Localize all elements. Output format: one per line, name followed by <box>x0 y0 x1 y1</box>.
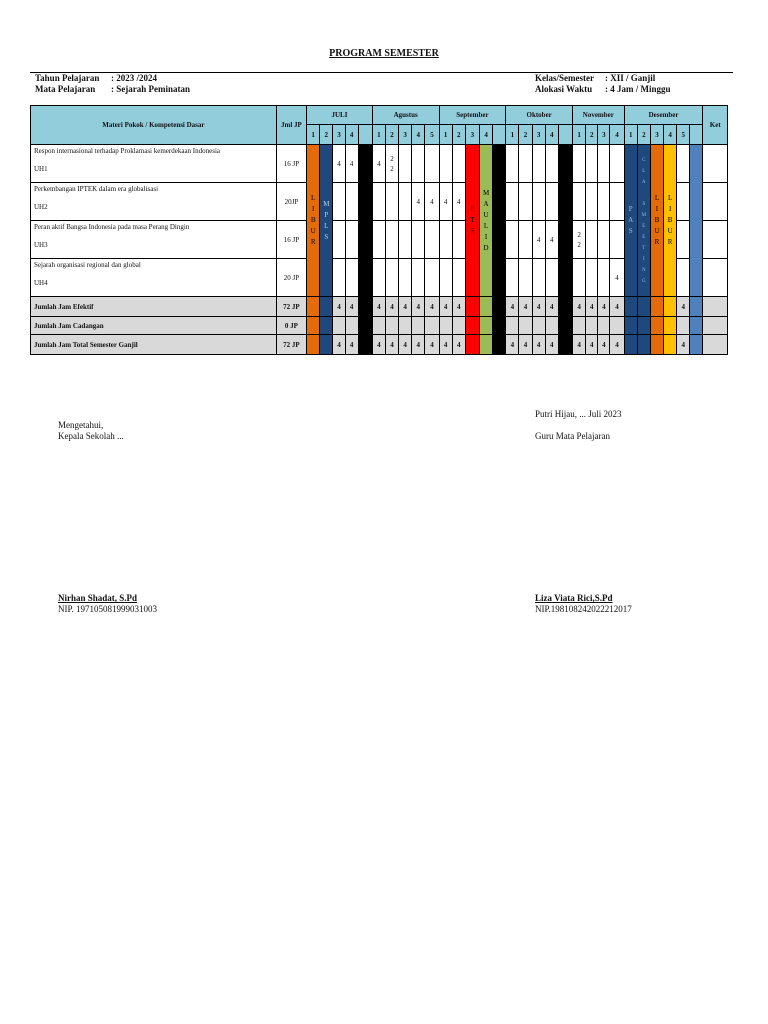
sum-value-cell <box>690 317 703 335</box>
sum-label: Jumlah Jam Cadangan <box>31 317 277 335</box>
sum-value-cell: 4 <box>573 297 586 317</box>
maulid-column <box>480 145 493 297</box>
sum-value-cell: 4 <box>610 297 624 317</box>
value-cell <box>586 145 598 183</box>
value-cell <box>345 221 358 259</box>
header-week: 4 <box>545 125 558 145</box>
sum-value-cell <box>465 335 479 355</box>
sum-value-cell: 4 <box>586 297 598 317</box>
sum-value-cell: 4 <box>333 297 345 317</box>
break-column <box>493 145 506 297</box>
sum-value-cell: 4 <box>532 335 545 355</box>
sum-value-cell: 4 <box>545 297 558 317</box>
sum-value-cell <box>465 297 479 317</box>
header-month-3: Oktober <box>506 106 573 125</box>
value-cell <box>372 259 385 297</box>
header-week: 3 <box>532 125 545 145</box>
sum-value-cell: 4 <box>345 297 358 317</box>
value-cell <box>519 183 532 221</box>
header-week: 3 <box>650 125 663 145</box>
sum-value-cell: 4 <box>598 297 610 317</box>
guru-name-text: Liza Viata Rici,S.Pd <box>535 593 613 603</box>
header-month-4: November <box>573 106 625 125</box>
break-column <box>690 145 703 297</box>
value-cell <box>452 259 465 297</box>
value-cell: 4 <box>333 145 345 183</box>
ket-cell <box>703 297 728 317</box>
header-week <box>493 125 506 145</box>
value-cell <box>586 221 598 259</box>
alokasi-value: : 4 Jam / Minggu <box>605 84 671 94</box>
sum-value-cell <box>493 297 506 317</box>
sum-value-cell <box>690 335 703 355</box>
sum-value-cell <box>493 317 506 335</box>
header-week: 1 <box>624 125 637 145</box>
value-cell <box>439 221 452 259</box>
sum-value-cell <box>493 335 506 355</box>
value-cell <box>573 183 586 221</box>
value-cell <box>573 145 586 183</box>
sum-value-cell <box>425 317 439 335</box>
sum-value-cell <box>610 317 624 335</box>
sum-value-cell <box>677 317 690 335</box>
info-left <box>35 73 190 95</box>
sum-value-cell <box>320 297 333 317</box>
mpls-column <box>320 145 333 297</box>
sum-value-cell <box>532 317 545 335</box>
sum-value-cell <box>650 335 663 355</box>
program-semester-table <box>30 105 728 355</box>
sum-value-cell <box>412 317 425 335</box>
value-cell <box>385 183 398 221</box>
sum-value-cell <box>333 317 345 335</box>
sum-value-cell <box>385 317 398 335</box>
header-week: 2 <box>385 125 398 145</box>
header-week: 4 <box>610 125 624 145</box>
value-cell <box>586 183 598 221</box>
ket-cell <box>703 259 728 297</box>
materi-cell <box>31 221 277 259</box>
sum-value-cell <box>465 317 479 335</box>
header-week: 4 <box>345 125 358 145</box>
header-week <box>690 125 703 145</box>
value-cell <box>610 145 624 183</box>
sum-value-cell <box>372 317 385 335</box>
value-cell <box>506 259 519 297</box>
value-cell <box>532 183 545 221</box>
sum-value-cell <box>637 335 650 355</box>
sum-value-cell <box>573 317 586 335</box>
value-cell <box>677 221 690 259</box>
sum-value-cell: 4 <box>439 335 452 355</box>
pts-label: P T S <box>470 205 475 235</box>
value-cell <box>545 259 558 297</box>
sum-value-cell <box>480 297 493 317</box>
header-week: 1 <box>439 125 452 145</box>
value-cell: 2 2 <box>573 221 586 259</box>
jp-cell: 20JP <box>276 183 306 221</box>
sum-value-cell <box>307 317 320 335</box>
header-month-5: Desember <box>624 106 703 125</box>
alokasi-label: Alokasi Waktu <box>535 84 593 94</box>
value-cell: 4 <box>452 183 465 221</box>
sum-value-cell: 4 <box>385 297 398 317</box>
sum-value-cell <box>452 317 465 335</box>
kepsek-name <box>58 593 137 604</box>
break-column <box>358 145 372 297</box>
value-cell <box>586 259 598 297</box>
sum-value-cell <box>307 297 320 317</box>
value-cell <box>412 221 425 259</box>
ket-cell <box>703 317 728 335</box>
sum-value-cell <box>345 317 358 335</box>
sum-value-cell: 4 <box>425 297 439 317</box>
sum-value-cell <box>664 335 677 355</box>
value-cell <box>506 145 519 183</box>
value-cell <box>532 145 545 183</box>
sum-jp: 72 JP <box>276 335 306 355</box>
header-week: 1 <box>573 125 586 145</box>
guru-title: Guru Mata Pelajaran <box>535 431 610 441</box>
libur2-label: L I B U R <box>654 194 660 246</box>
mapel-label: Mata Pelajaran <box>35 84 96 94</box>
sum-value-cell: 4 <box>519 335 532 355</box>
value-cell: 4 <box>439 183 452 221</box>
value-cell: 4 <box>425 183 439 221</box>
libur3-label: L I B U R <box>667 194 673 246</box>
sum-value-cell <box>637 297 650 317</box>
value-cell: 4 <box>412 183 425 221</box>
value-cell: 4 <box>345 145 358 183</box>
sum-value-cell: 4 <box>598 335 610 355</box>
value-cell <box>333 221 345 259</box>
sum-value-cell: 4 <box>452 297 465 317</box>
value-cell <box>385 259 398 297</box>
value-cell: 4 <box>610 259 624 297</box>
header-week: 4 <box>664 125 677 145</box>
kelas-label: Kelas/Semester <box>535 73 594 83</box>
sum-label: Jumlah Jam Efektif <box>31 297 277 317</box>
value-cell <box>439 259 452 297</box>
info-right <box>535 73 671 95</box>
sum-value-cell <box>664 317 677 335</box>
materi-text: Perkembangan IPTEK dalam era globalisasi <box>34 185 159 193</box>
sum-value-cell <box>506 317 519 335</box>
uh-label: UH2 <box>34 203 48 211</box>
value-cell <box>532 259 545 297</box>
jp-cell: 16 JP <box>276 145 306 183</box>
sum-value-cell: 4 <box>372 335 385 355</box>
sum-value-cell: 4 <box>610 335 624 355</box>
sum-label: Jumlah Jam Total Semester Ganjil <box>31 335 277 355</box>
value-cell <box>677 145 690 183</box>
uh-label: UH1 <box>34 165 48 173</box>
sum-jp: 0 JP <box>276 317 306 335</box>
sum-value-cell: 4 <box>586 335 598 355</box>
sum-value-cell <box>558 335 572 355</box>
sum-value-cell: 4 <box>412 297 425 317</box>
place-date: Putri Hijau, ... Juli 2023 <box>535 409 622 419</box>
materi-cell <box>31 259 277 297</box>
sum-value-cell <box>519 317 532 335</box>
sum-value-cell <box>358 317 372 335</box>
sum-value-cell <box>650 317 663 335</box>
header-week: 5 <box>425 125 439 145</box>
sum-value-cell <box>320 335 333 355</box>
sum-value-cell <box>358 297 372 317</box>
header-week: 2 <box>452 125 465 145</box>
value-cell <box>598 145 610 183</box>
sum-value-cell: 4 <box>399 335 412 355</box>
value-cell <box>519 259 532 297</box>
header-week: 1 <box>307 125 320 145</box>
sum-value-cell <box>637 317 650 335</box>
value-cell <box>399 221 412 259</box>
sum-value-cell <box>439 317 452 335</box>
ket-cell <box>703 335 728 355</box>
sum-value-cell: 4 <box>372 297 385 317</box>
sum-jp: 72 JP <box>276 297 306 317</box>
header-week: 5 <box>677 125 690 145</box>
value-cell <box>425 221 439 259</box>
value-cell: 2 2 <box>385 145 398 183</box>
sum-value-cell: 4 <box>506 297 519 317</box>
sum-value-cell: 4 <box>399 297 412 317</box>
sum-value-cell <box>598 317 610 335</box>
guru-name <box>535 593 613 604</box>
value-cell <box>677 259 690 297</box>
sum-value-cell <box>586 317 598 335</box>
value-cell <box>345 183 358 221</box>
sum-value-cell: 4 <box>385 335 398 355</box>
sum-value-cell <box>664 297 677 317</box>
header-week: 2 <box>320 125 333 145</box>
header-month-1: Agustus <box>372 106 439 125</box>
sum-value-cell <box>558 297 572 317</box>
sum-value-cell <box>558 317 572 335</box>
mpls-label: M P L S <box>323 199 330 241</box>
sum-value-cell: 4 <box>425 335 439 355</box>
value-cell <box>439 145 452 183</box>
header-week: 3 <box>399 125 412 145</box>
sum-value-cell: 4 <box>519 297 532 317</box>
value-cell: 4 <box>372 145 385 183</box>
pts-column <box>465 145 479 297</box>
header-month-2: September <box>439 106 506 125</box>
sum-value-cell: 4 <box>333 335 345 355</box>
value-cell: 4 <box>545 221 558 259</box>
materi-text: Sejarah organisasi regional dan global <box>34 261 141 269</box>
value-cell <box>399 259 412 297</box>
ket-cell <box>703 221 728 259</box>
header-week: 1 <box>372 125 385 145</box>
value-cell <box>452 145 465 183</box>
header-week: 2 <box>519 125 532 145</box>
tahun-label: Tahun Pelajaran <box>35 73 100 83</box>
classmeeting-label: C L A S M E E T I N G <box>641 157 647 284</box>
header-week: 1 <box>506 125 519 145</box>
libur1-column <box>307 145 320 297</box>
value-cell <box>598 221 610 259</box>
kepsek-nip: NIP. 197105081999031003 <box>58 604 158 614</box>
value-cell <box>372 183 385 221</box>
value-cell <box>506 183 519 221</box>
materi-cell <box>31 183 277 221</box>
sum-value-cell <box>624 335 637 355</box>
header-week: 3 <box>333 125 345 145</box>
uh-label: UH4 <box>34 279 48 287</box>
jp-cell: 16 JP <box>276 221 306 259</box>
sum-value-cell: 4 <box>452 335 465 355</box>
value-cell <box>519 145 532 183</box>
header-week: 3 <box>465 125 479 145</box>
kepsek-name-text: Nirhan Shadat, S.Pd <box>58 593 138 603</box>
sum-value-cell: 4 <box>677 335 690 355</box>
jp-cell: 20 JP <box>276 259 306 297</box>
pas-label: P A S <box>628 205 634 235</box>
header-week: 4 <box>412 125 425 145</box>
sum-value-cell: 4 <box>412 335 425 355</box>
value-cell <box>412 259 425 297</box>
pas-column <box>624 145 637 297</box>
guru-nip: NIP.198108242022212017 <box>535 604 632 614</box>
mengetahui-text: Mengetahui, <box>58 420 104 430</box>
materi-text: Peran aktif Bangsa Indonesia pada masa Perang Dingin <box>34 223 190 231</box>
sum-value-cell: 4 <box>439 297 452 317</box>
page-title: PROGRAM SEMESTER <box>329 48 439 59</box>
value-cell <box>412 145 425 183</box>
value-cell <box>425 145 439 183</box>
value-cell <box>452 221 465 259</box>
header-week: 2 <box>637 125 650 145</box>
value-cell <box>506 221 519 259</box>
header-ket: Ket <box>703 106 728 145</box>
sum-value-cell: 4 <box>506 335 519 355</box>
value-cell <box>545 145 558 183</box>
value-cell <box>519 221 532 259</box>
header-week: 3 <box>598 125 610 145</box>
uh-label: UH3 <box>34 241 48 249</box>
break-column <box>558 145 572 297</box>
header-month-0: JULI <box>307 106 373 125</box>
value-cell <box>333 259 345 297</box>
maulid-label: M A U L I D <box>482 188 490 252</box>
sum-value-cell <box>320 317 333 335</box>
sum-value-cell <box>480 335 493 355</box>
libur1-label: L I B U R <box>310 194 316 246</box>
value-cell <box>345 259 358 297</box>
value-cell <box>598 183 610 221</box>
value-cell <box>425 259 439 297</box>
materi-text: Respon internasional terhadap Proklamasi kemerdekaan Indonesia <box>34 147 221 155</box>
value-cell <box>333 183 345 221</box>
value-cell <box>385 221 398 259</box>
sum-value-cell <box>624 317 637 335</box>
header-week: 2 <box>586 125 598 145</box>
header-week <box>558 125 572 145</box>
header-week: 4 <box>480 125 493 145</box>
sum-value-cell: 4 <box>532 297 545 317</box>
value-cell <box>677 183 690 221</box>
ket-cell <box>703 145 728 183</box>
kelas-value: : XII / Ganjil <box>605 73 656 83</box>
header-materi: Materi Pokok / Kompetensi Dasar <box>31 106 277 145</box>
libur2-column <box>650 145 663 297</box>
sum-value-cell <box>690 297 703 317</box>
value-cell <box>573 259 586 297</box>
classmeeting-column <box>637 145 650 297</box>
sum-value-cell <box>307 335 320 355</box>
value-cell <box>399 145 412 183</box>
materi-cell <box>31 145 277 183</box>
value-cell <box>610 221 624 259</box>
sum-value-cell: 4 <box>345 335 358 355</box>
value-cell <box>598 259 610 297</box>
libur3-column <box>664 145 677 297</box>
value-cell <box>545 183 558 221</box>
sum-value-cell <box>480 317 493 335</box>
value-cell <box>372 221 385 259</box>
sum-value-cell <box>399 317 412 335</box>
sum-value-cell <box>650 297 663 317</box>
mapel-value: : Sejarah Peminatan <box>111 84 190 94</box>
sum-value-cell <box>358 335 372 355</box>
kepsek-title: Kepala Sekolah ... <box>58 431 124 441</box>
header-week <box>358 125 372 145</box>
tahun-value: : 2023 /2024 <box>111 73 157 83</box>
ket-cell <box>703 183 728 221</box>
sum-value-cell: 4 <box>677 297 690 317</box>
header-jml-jp: Jml JP <box>276 106 306 145</box>
value-cell <box>399 183 412 221</box>
value-cell <box>610 183 624 221</box>
value-cell: 4 <box>532 221 545 259</box>
sum-value-cell <box>545 317 558 335</box>
sum-value-cell <box>624 297 637 317</box>
sum-value-cell: 4 <box>573 335 586 355</box>
sum-value-cell: 4 <box>545 335 558 355</box>
